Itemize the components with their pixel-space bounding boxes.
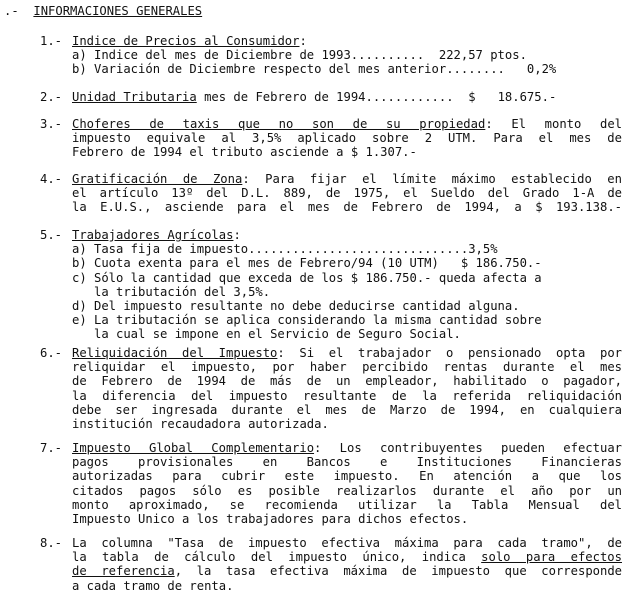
item-2: 2.- Unidad Tributaria mes de Febrero de 1994............ $ 18.675.- xyxy=(40,90,557,104)
paragraph-line: Febrero de 1994 el tributo asciende a $ 1.307.- xyxy=(72,145,417,160)
item-number: 4.- xyxy=(40,172,63,186)
emphasis-underlined: de referencia xyxy=(72,564,175,579)
item-3: 3.- Choferes de taxis que no son de su propiedad: El monto del impuesto equivale al 3,5% aplicado sobre 2 UTM. Para el mes de Febrero de 1994 el tributo asciende a $ 1.307.- xyxy=(40,117,622,160)
section-title: INFORMACIONES GENERALES xyxy=(33,4,203,18)
header-bullet: .- xyxy=(4,4,19,18)
sub-item-c-cont: la tributación del 3,5%. xyxy=(94,284,271,299)
item-number: 1.- xyxy=(40,34,63,48)
item-5: 5.- Trabajadores Agrícolas: a) Tasa fija de impuesto..............................3,5% b) Cuota exenta para el mes de Febrero/94 (10 UTM) $ 186.750.- c) Sólo la cantidad que exceda de los $ 186.750.- queda afecta a la tributación del 3,5%. d) Del impuesto resultante no debe deducirse cantidad alguna. e) La tributación se aplica considerando la misma cantidad sobre la cual se impone en el Servicio de Seguro Social. xyxy=(32,228,622,342)
sub-item-e: e) La tributación se aplica considerando la misma cantidad sobre xyxy=(72,313,542,328)
paragraph-line: citados pagos sólo es posible realizarlos durante el año por un xyxy=(72,483,622,498)
paragraph-line: el artículo 13º del D.L. 889, de 1975, el Sueldo del Grado 1-A de xyxy=(72,186,622,201)
item-title: Impuesto Global Complementario xyxy=(72,441,315,455)
item-number: 2.- xyxy=(40,90,63,104)
item-number: 6.- xyxy=(40,346,63,360)
item-number: 7.- xyxy=(40,441,63,455)
paragraph-line: impuesto equivale al 3,5% aplicado sobre 2 UTM. Para el mes de xyxy=(72,131,622,146)
item-number: 3.- xyxy=(40,117,63,131)
paragraph-line: reliquidar el impuesto, por haber percibido rentas durante el mes xyxy=(72,360,622,375)
item-title: Indice de Precios al Consumidor xyxy=(72,34,300,48)
paragraph-line: Impuesto Unico a los trabajadores para dichos efectos. xyxy=(72,512,469,527)
paragraph-line: la diferencia del impuesto resultante de la referida reliquidación xyxy=(72,388,622,403)
paragraph-line: autorizadas para cubrir este impuesto. En atención a que los xyxy=(72,469,622,484)
item-1: 1.- Indice de Precios al Consumidor: a) Indice del mes de Diciembre de 1993.......... 222,57 ptos. b) Variación de Diciembre respecto del mes anterior........ 0,2% xyxy=(32,34,622,77)
item-number: 8.- xyxy=(40,536,63,550)
sub-item-e-cont: la cual se impone en el Servicio de Seguro Social. xyxy=(94,327,461,342)
paragraph-line: pagos provisionales en Bancos e Instituciones Financieras xyxy=(72,455,622,470)
item-number: 5.- xyxy=(40,228,63,242)
sub-item-b: b) Variación de Diciembre respecto del mes anterior........ 0,2% xyxy=(72,62,557,77)
item-title: Trabajadores Agrícolas xyxy=(72,228,234,242)
sub-item-b: b) Cuota exenta para el mes de Febrero/94 (10 UTM) $ 186.750.- xyxy=(72,256,542,271)
paragraph-line: de Febrero de 1994 de más de un empleador, habilitado o pagador, xyxy=(72,374,622,389)
sub-item-d: d) Del impuesto resultante no debe deducirse cantidad alguna. xyxy=(72,299,520,314)
sub-item-a: a) Tasa fija de impuesto..............................3,5% xyxy=(72,242,498,257)
sub-item-c: c) Sólo la cantidad que exceda de los $ 186.750.- queda afecta a xyxy=(72,270,542,285)
paragraph-line: a cada tramo de renta. xyxy=(72,578,234,593)
item-title: Gratificación de Zona xyxy=(72,172,243,186)
paragraph-line: la E.U.S., asciende para el mes de Febrero de 1994, a $ 193.138.- xyxy=(72,200,622,215)
paragraph-line: La columna "Tasa de impuesto efectiva máxima para cada tramo", de xyxy=(72,536,622,550)
paragraph-line: debe ser ingresada durante el mes de Marzo de 1994, en cualquiera xyxy=(72,402,622,417)
item-8: 8.- La columna "Tasa de impuesto efectiva máxima para cada tramo", de la tabla de cálculo del impuesto único, indica solo para efectos de referencia, la tasa efectiva máxima de impuesto que corresponde a cada tramo de renta. xyxy=(40,536,623,593)
item-title: Choferes de taxis que no son de su propiedad xyxy=(72,117,486,131)
item-title: Unidad Tributaria xyxy=(72,90,197,104)
item-4: 4.- Gratificación de Zona: Para fijar el límite máximo establecido en el artículo 13º del D.L. 889, de 1975, el Sueldo del Grado 1-A de la E.U.S., asciende para el mes de Febrero de 1994, a $ 193.138.- xyxy=(40,172,622,215)
item-title: Reliquidación del Impuesto xyxy=(72,346,278,360)
section-header xyxy=(4,4,202,18)
sub-item-a: a) Indice del mes de Diciembre de 1993.......... 222,57 ptos. xyxy=(72,48,527,63)
emphasis-underlined: solo para efectos xyxy=(481,550,622,565)
paragraph-line: monto aproximado, se recomienda utilizar la Tabla Mensual del xyxy=(72,497,622,512)
item-6: 6.- Reliquidación del Impuesto: Si el trabajador o pensionado opta por reliquidar el impuesto, por haber percibido rentas durante el mes de Febrero de 1994 de más de un empleador, habilitado o pagador, la diferencia del impuesto resultante de la referida reliquidación debe ser ingresada durante el mes de Marzo de 1994, en cualquiera institución recaudadora autorizada. xyxy=(40,346,623,432)
paragraph-line: institución recaudadora autorizada. xyxy=(72,417,329,432)
item-7: 7.- Impuesto Global Complementario: Los contribuyentes pueden efectuar pagos provisionales en Bancos e Instituciones Financieras autorizadas para cubrir este impuesto. En atención a que los citados pagos sólo es posible realizarlos durante el año por un monto aproximado, se recomienda utilizar la Tabla Mensual del Impuesto Unico a los trabajadores para dichos efectos. xyxy=(40,441,622,527)
